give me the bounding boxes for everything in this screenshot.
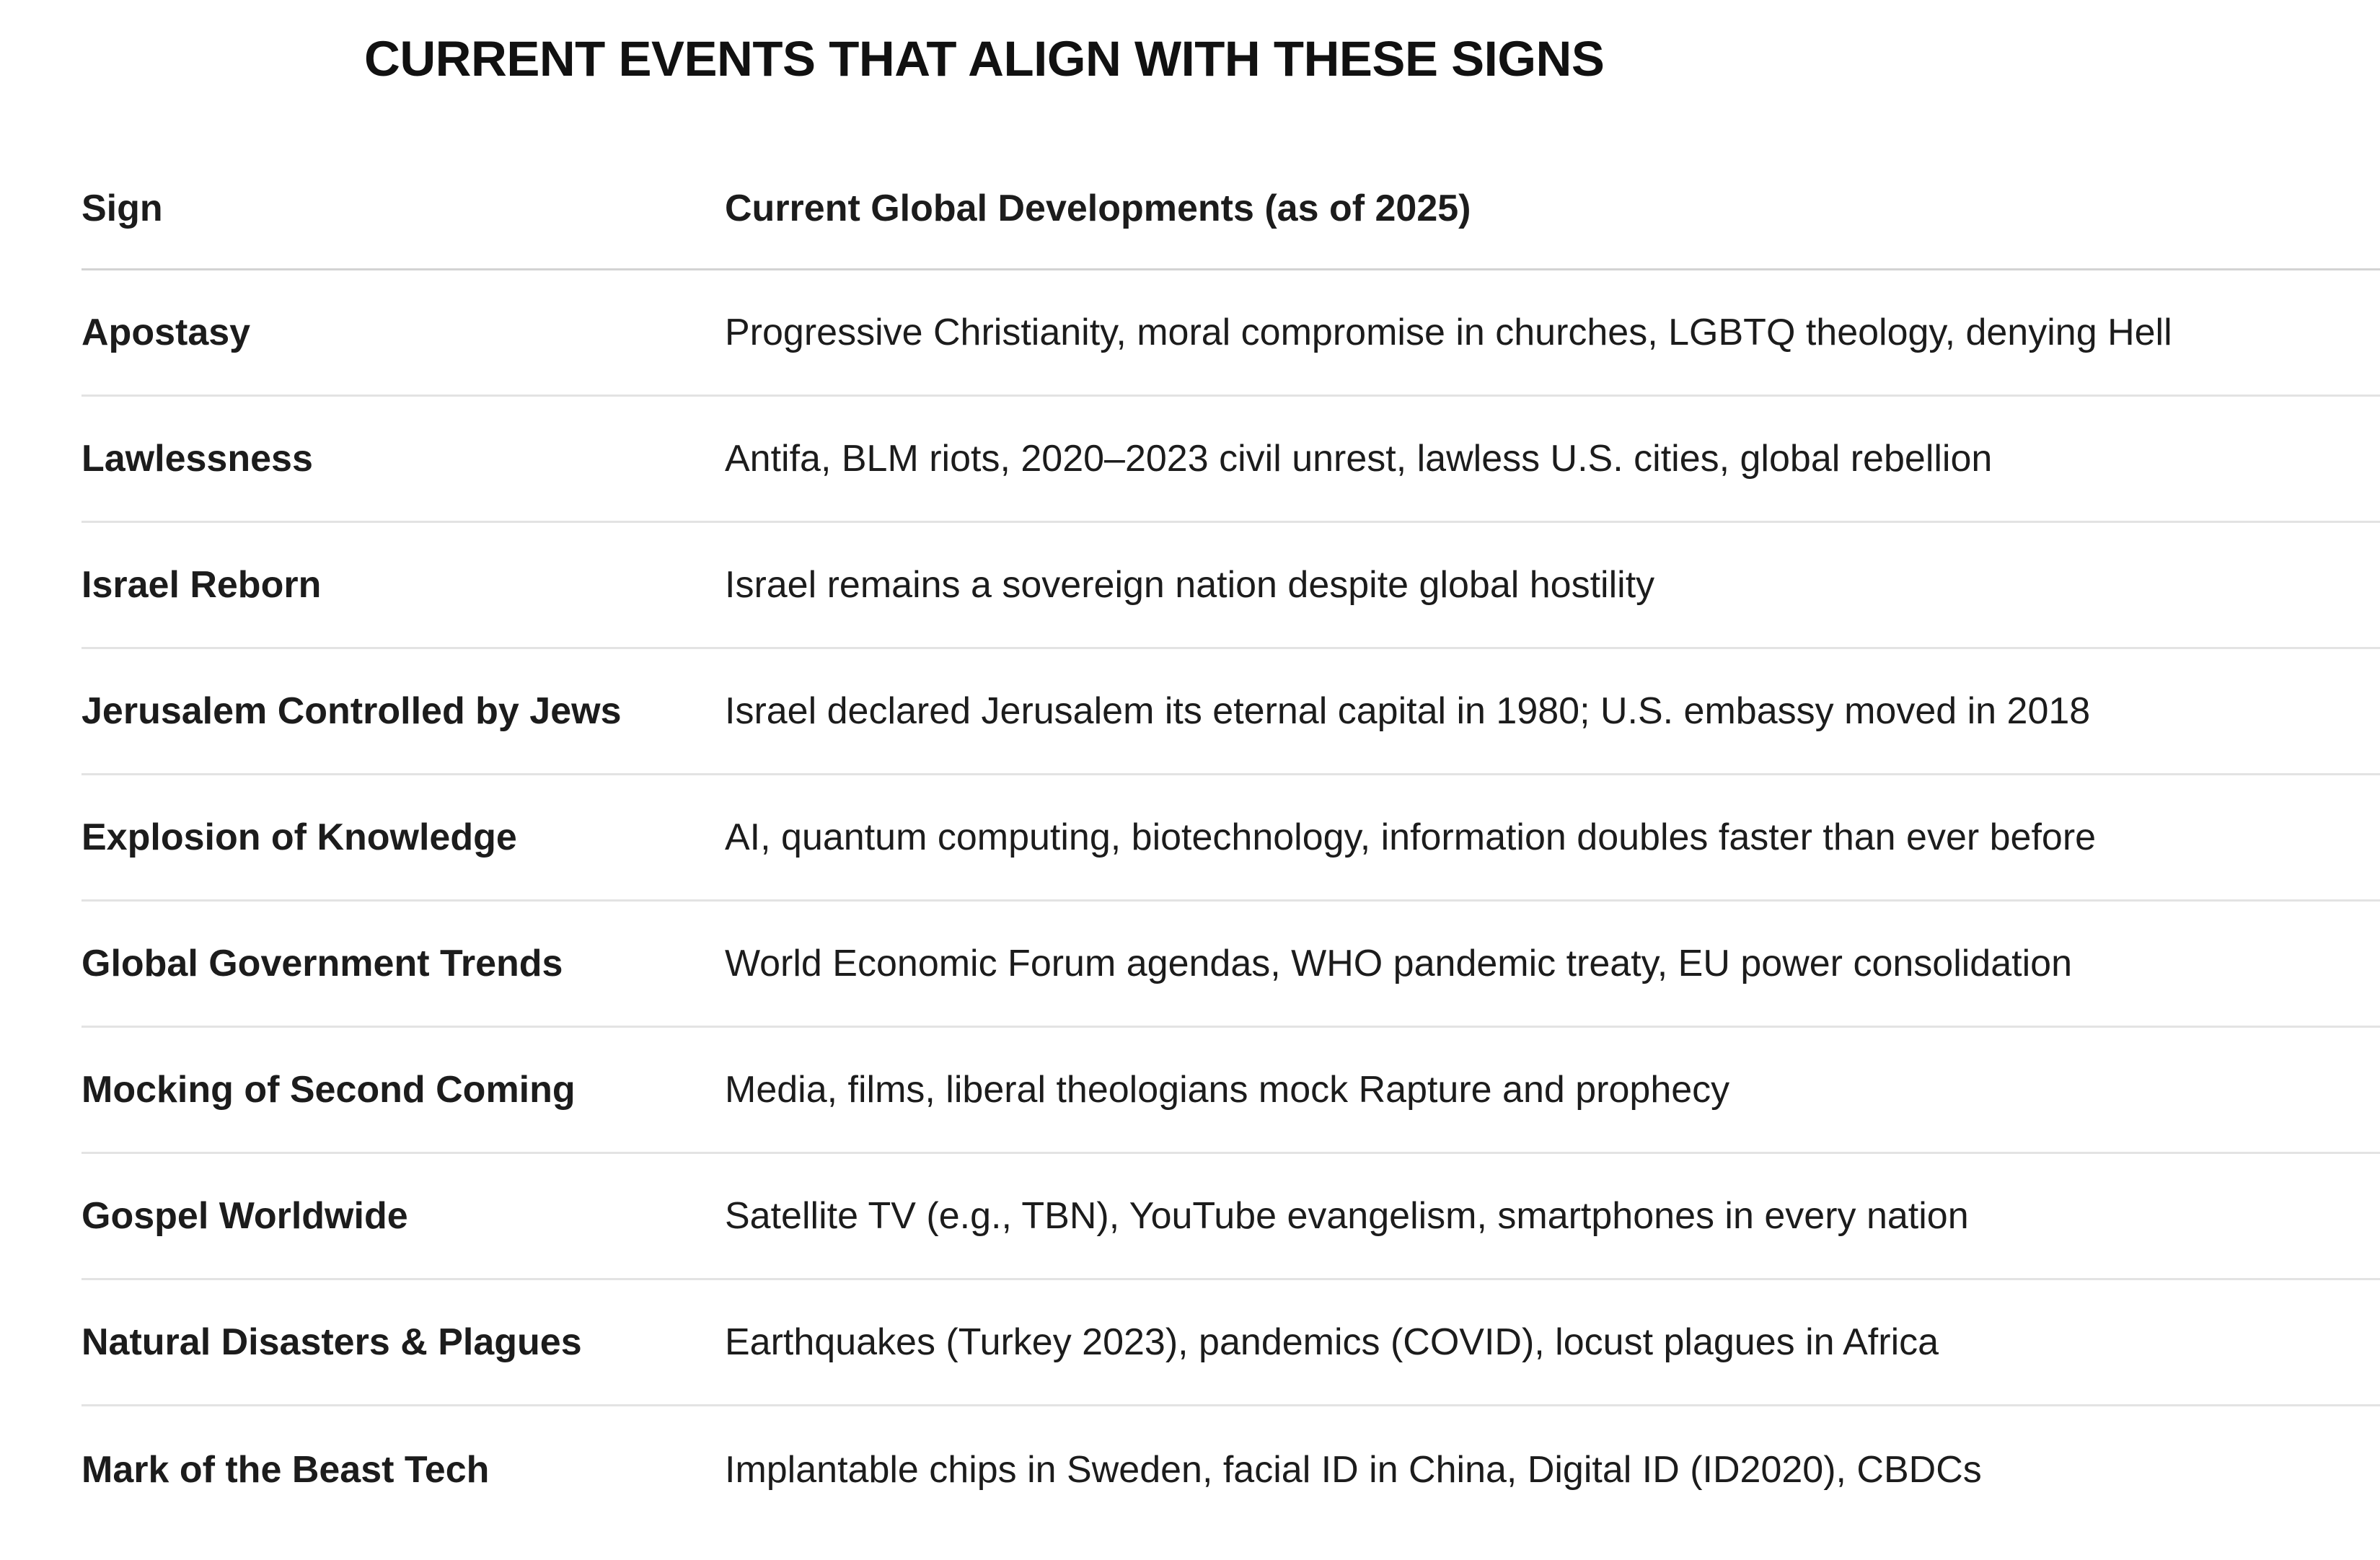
table-row bbox=[81, 397, 2380, 523]
developments-cell: World Economic Forum agendas, WHO pandemic treaty, EU power consolidation bbox=[725, 943, 2072, 984]
table-row bbox=[81, 1028, 2380, 1154]
developments-cell: Israel remains a sovereign nation despite global hostility bbox=[725, 564, 1655, 606]
table-header-row bbox=[81, 148, 2380, 270]
table-row bbox=[81, 270, 2380, 397]
sign-cell: Lawlessness bbox=[81, 438, 313, 480]
sign-cell: Natural Disasters & Plagues bbox=[81, 1321, 582, 1363]
sign-cell: Gospel Worldwide bbox=[81, 1195, 408, 1237]
sign-cell: Mark of the Beast Tech bbox=[81, 1448, 490, 1491]
developments-cell: Media, films, liberal theologians mock Rapture and prophecy bbox=[725, 1069, 1730, 1111]
sign-cell: Global Government Trends bbox=[81, 943, 563, 984]
sign-cell: Mocking of Second Coming bbox=[81, 1069, 576, 1111]
table-row bbox=[81, 1280, 2380, 1406]
developments-cell: Implantable chips in Sweden, facial ID in China, Digital ID (ID2020), CBDCs bbox=[725, 1448, 1982, 1491]
sign-cell: Explosion of Knowledge bbox=[81, 816, 517, 858]
signs-table bbox=[81, 148, 2380, 1533]
column-header-developments: Current Global Developments (as of 2025) bbox=[725, 187, 1471, 229]
sign-cell: Jerusalem Controlled by Jews bbox=[81, 690, 622, 732]
table-row bbox=[81, 902, 2380, 1028]
sign-cell: Apostasy bbox=[81, 312, 251, 353]
table-row bbox=[81, 775, 2380, 902]
developments-cell: Antifa, BLM riots, 2020–2023 civil unrest, lawless U.S. cities, global rebellion bbox=[725, 438, 1993, 480]
table-row bbox=[81, 649, 2380, 775]
page-title: CURRENT EVENTS THAT ALIGN WITH THESE SIGNS bbox=[364, 31, 1605, 87]
developments-cell: Satellite TV (e.g., TBN), YouTube evangelism, smartphones in every nation bbox=[725, 1195, 1969, 1237]
sign-cell: Israel Reborn bbox=[81, 564, 322, 606]
column-header-sign: Sign bbox=[81, 187, 163, 229]
developments-cell: Israel declared Jerusalem its eternal capital in 1980; U.S. embassy moved in 2018 bbox=[725, 690, 2091, 732]
developments-cell: Progressive Christianity, moral compromise in churches, LGBTQ theology, denying Hell bbox=[725, 312, 2172, 353]
table-row bbox=[81, 523, 2380, 649]
table-row bbox=[81, 1406, 2380, 1533]
table-row bbox=[81, 1154, 2380, 1280]
developments-cell: Earthquakes (Turkey 2023), pandemics (COVID), locust plagues in Africa bbox=[725, 1321, 1939, 1363]
developments-cell: AI, quantum computing, biotechnology, information doubles faster than ever before bbox=[725, 816, 2097, 858]
